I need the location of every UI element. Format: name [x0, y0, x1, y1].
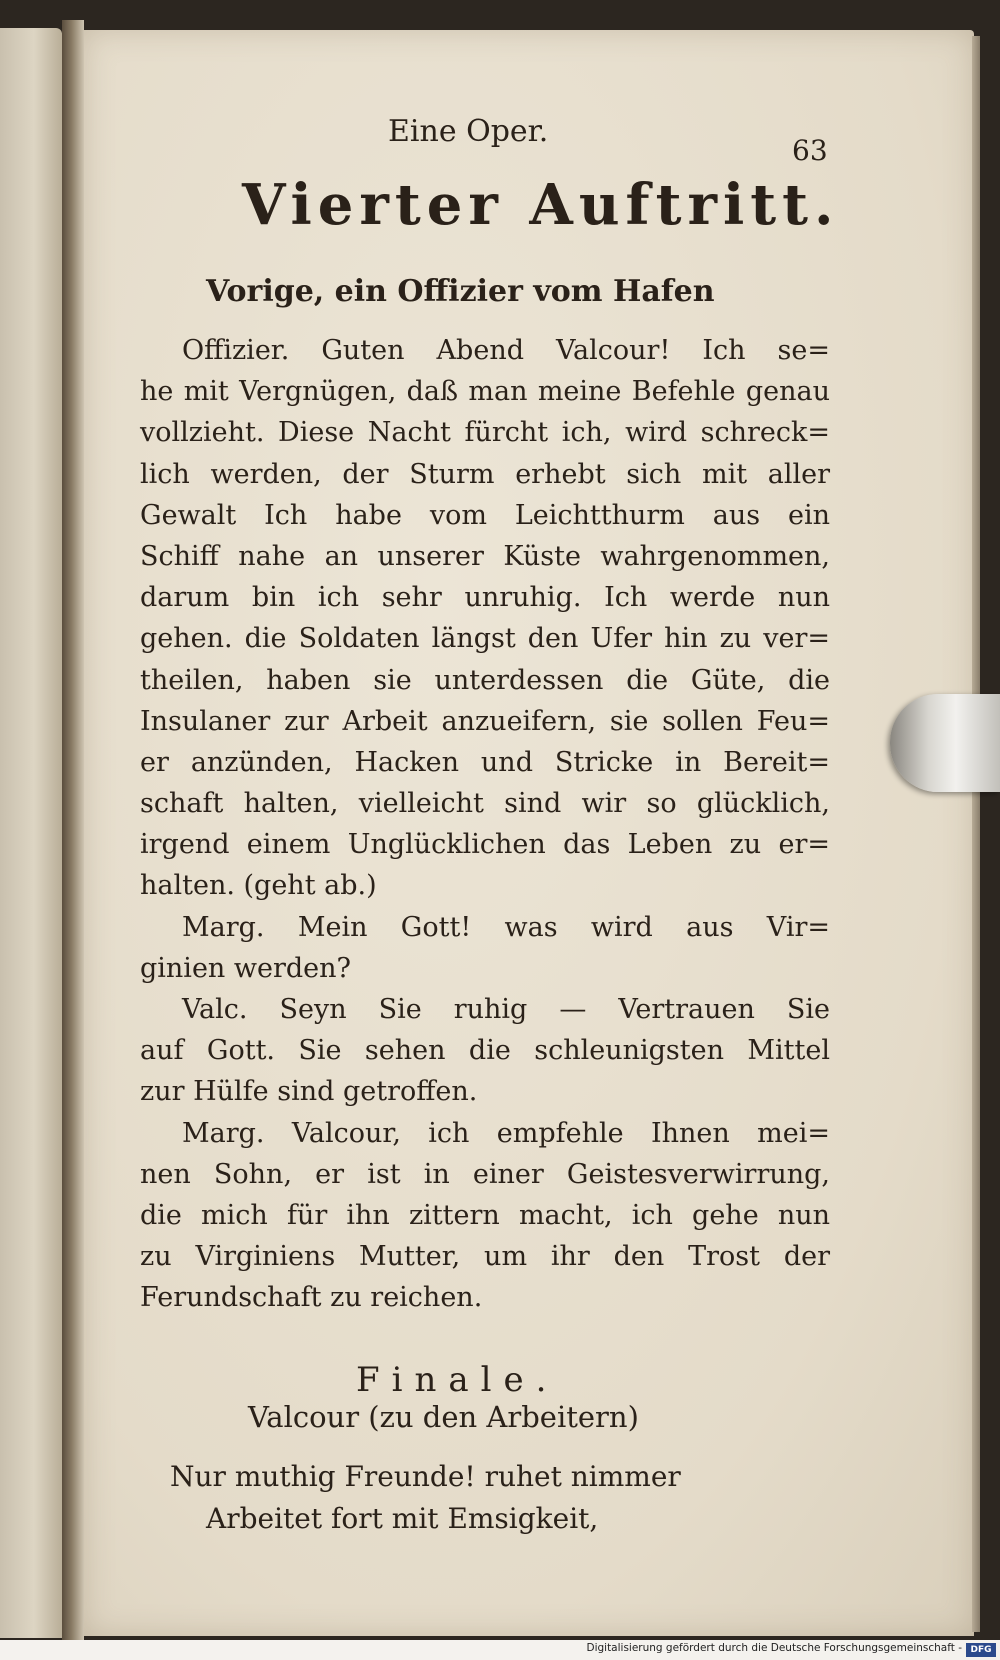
text-line: darum bin ich sehr unruhig. Ich werde nun [140, 582, 830, 614]
text-line: Marg. Valcour, ich empfehle Ihnen mei= [182, 1117, 830, 1149]
finale-subtitle: Valcour (zu den Arbeitern) [248, 1400, 639, 1434]
text-line: Insulaner zur Arbeit anzueifern, sie sollen Feu= [140, 705, 830, 737]
text-line: Ferundschaft zu reichen. [140, 1282, 483, 1314]
running-head: Eine Oper. [388, 114, 549, 149]
text-line: halten. (geht ab.) [140, 870, 377, 902]
text-line: Schiff nahe an unserer Küste wahrgenommen, [140, 540, 830, 572]
text-line: die mich für ihn zittern macht, ich gehe nun [140, 1199, 830, 1231]
text-line: schaft halten, vielleicht sind wir so glücklich, [140, 788, 830, 820]
finale-title: Finale. [356, 1360, 559, 1400]
text-line: gehen. die Soldaten längst den Ufer hin zu ver= [140, 623, 830, 655]
page-clip-tab [890, 694, 1000, 792]
facing-page-edge [0, 28, 62, 1638]
text-line: Marg. Mein Gott! was wird aus Vir= [182, 911, 830, 943]
dfg-logo-icon: DFG [966, 1643, 996, 1657]
funding-credit: Digitalisierung gefördert durch die Deutsche Forschungsgemeinschaft - [586, 1642, 962, 1654]
text-line: auf Gott. Sie sehen die schleunigsten Mittel [140, 1035, 830, 1067]
page-stack-edge [972, 36, 980, 1632]
text-line: Offizier. Guten Abend Valcour! Ich se= [182, 335, 830, 366]
verse-line: Arbeitet fort mit Emsigkeit, [206, 1502, 599, 1535]
text-line: he mit Vergnügen, daß man meine Befehle genau [140, 376, 830, 408]
text-line: vollzieht. Diese Nacht fürcht ich, wird schreck= [140, 417, 830, 449]
text-line: zu Virginiens Mutter, um ihr den Trost der [140, 1241, 830, 1273]
text-line: lich werden, der Sturm erhebt sich mit aller [140, 458, 830, 490]
body-text [140, 330, 830, 1319]
text-line: zur Hülfe sind getroffen. [140, 1076, 478, 1108]
text-line: er anzünden, Hacken und Stricke in Bereit= [140, 746, 830, 778]
verse-line: Nur muthig Freunde! ruhet nimmer [170, 1460, 681, 1493]
text-line: ginien werden? [140, 952, 352, 984]
text-line: Valc. Seyn Sie ruhig — Vertrauen Sie [182, 994, 830, 1025]
text-line: Gewalt Ich habe vom Leichtthurm aus ein [140, 499, 830, 531]
scene-subtitle: Vorige, ein Offizier vom Hafen [206, 274, 715, 309]
text-line: irgend einem Unglücklichen das Leben zu er= [140, 829, 830, 861]
book-gutter [62, 20, 84, 1640]
page-number: 63 [792, 134, 828, 167]
text-line: theilen, haben sie unterdessen die Güte, die [140, 664, 830, 696]
text-line: nen Sohn, er ist in einer Geistesverwirrung, [140, 1158, 830, 1190]
scene-title: Vierter Auftritt. [242, 172, 840, 238]
